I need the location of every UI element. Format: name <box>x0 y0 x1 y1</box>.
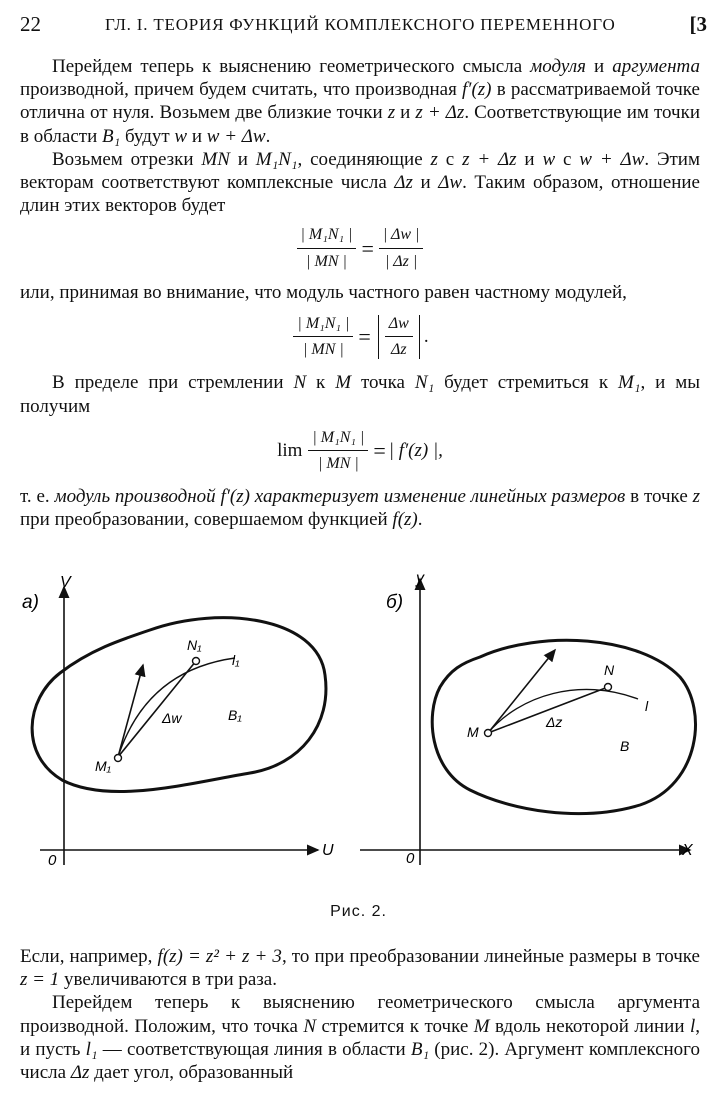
panel-b <box>360 570 695 867</box>
tangent-arrow <box>118 665 143 757</box>
text-run: при преобразовании, совершаемом функцией <box>20 509 393 531</box>
numerator: Δw <box>385 312 413 337</box>
math: f′(z) <box>462 79 492 101</box>
math: w + Δw <box>206 125 266 147</box>
label-b: B <box>620 738 630 754</box>
denominator: | MN | <box>317 455 359 473</box>
formula-rhs: | f′(z) |, <box>388 439 443 461</box>
text-run: (рис. 2). Аргумент комплексного числа <box>20 1038 701 1084</box>
text-run: , и мы получим <box>20 372 701 417</box>
math: z + Δz <box>462 148 517 170</box>
point-n <box>605 684 612 691</box>
math: N <box>293 372 307 394</box>
numerator: | Δw | <box>379 223 424 248</box>
math: N <box>303 1015 317 1037</box>
paragraph-3: или, принимая во внимание, что модуль частного равен частному модулей, <box>20 281 627 303</box>
text-run: точка <box>351 372 415 394</box>
text-run: с <box>555 148 580 170</box>
fraction-lhs <box>297 223 357 272</box>
math: f(z) = z² + z + 3 <box>157 946 282 967</box>
label-l1: l₁ <box>232 652 240 668</box>
text-run: с <box>437 148 463 170</box>
figure-svg <box>0 565 717 905</box>
text-run: Если, например, <box>20 946 158 967</box>
math: M <box>335 372 352 394</box>
math: N₁ <box>414 372 435 394</box>
upper-text <box>20 55 700 532</box>
denominator: | Δz | <box>385 252 418 270</box>
formula-modulus <box>20 312 700 361</box>
formula-period: . <box>423 326 429 348</box>
lower-text <box>20 945 700 1084</box>
text-run: и <box>585 56 613 77</box>
text-run: и <box>395 102 416 124</box>
math: M <box>473 1015 490 1037</box>
math: M₁ <box>618 372 641 394</box>
u-axis-label: U <box>322 842 334 859</box>
text-run: . Таким образом, отношение длин этих векторов будет <box>20 172 700 217</box>
denominator: | MN | <box>302 341 344 359</box>
curve-l <box>488 689 638 733</box>
text-run: в рассматриваемой точке отлична от нуля. Возьмем две близкие точки <box>20 79 700 124</box>
denominator: | MN | <box>306 252 347 270</box>
panel-tag: а) <box>22 592 39 613</box>
panel-a <box>22 574 334 869</box>
emphasis: аргумента <box>612 56 700 77</box>
text-run: Перейдем теперь к выяснению геометрического смысла аргумента производной. Положим, что точка <box>20 992 700 1037</box>
section-number: [3 <box>689 12 707 36</box>
math: w <box>174 125 188 147</box>
paragraph-6 <box>20 945 700 991</box>
text-run: . Соответствующие им точки в области <box>20 102 701 147</box>
region-b1-boundary <box>32 618 326 792</box>
denominator: Δz <box>390 341 407 359</box>
fraction-lhs <box>308 426 368 475</box>
text-run: . <box>417 509 423 531</box>
numerator: | M₁N₁ | <box>297 223 357 248</box>
label-l: l <box>645 698 649 714</box>
abs-bar-right <box>419 315 420 359</box>
paragraph-2 <box>20 148 700 218</box>
paragraph-7 <box>20 991 700 1084</box>
text-run: Возьмем отрезки <box>52 148 202 170</box>
math: w <box>542 148 556 170</box>
page-header <box>20 12 707 40</box>
text-run: , и пусть <box>20 1015 700 1060</box>
text-run: . <box>265 125 271 147</box>
text-run: и <box>516 148 543 170</box>
math: f(z) <box>392 509 418 531</box>
paragraph-1 <box>20 55 700 148</box>
paragraph-4 <box>20 371 700 417</box>
lim-operator: lim <box>277 439 303 461</box>
paragraph-5 <box>20 485 700 531</box>
panel-tag: б) <box>386 592 404 613</box>
label-m1: M₁ <box>95 758 112 774</box>
equals-sign: = <box>373 437 386 463</box>
text-run: . Этим векторам соответствуют комплексные числа <box>20 148 700 194</box>
figure-caption: Рис. 2. <box>330 903 387 920</box>
math: MN <box>201 148 230 170</box>
text-run: , соединяющие <box>297 148 431 170</box>
point-m1 <box>115 755 122 762</box>
math: Δz <box>394 172 413 194</box>
text-run: стремится к точке <box>316 1015 474 1037</box>
math: B₁ <box>101 125 121 147</box>
emphasis: модуль производной f′(z) характеризует изменение линейных размеров <box>54 486 626 508</box>
math: l <box>689 1015 696 1037</box>
math: w + Δw <box>579 148 645 170</box>
figure-2 <box>0 565 717 935</box>
text-run: к <box>306 372 336 394</box>
math: B₁ <box>410 1038 430 1060</box>
label-dz: Δz <box>546 714 563 730</box>
math: z + Δz <box>415 102 465 124</box>
equals-sign: = <box>361 235 374 261</box>
label-m: M <box>467 724 479 740</box>
math: Δw <box>438 172 463 194</box>
numerator: | M₁N₁ | <box>308 426 368 451</box>
text-run: Перейдем теперь к выяснению геометрического смысла <box>52 56 531 77</box>
abs-bar-left <box>378 315 379 359</box>
text-run: увеличиваются в три раза. <box>59 969 277 991</box>
numerator: | M₁N₁ | <box>293 312 353 337</box>
fraction-rhs <box>379 223 424 272</box>
chord-dw <box>118 661 196 757</box>
text-run: , то при преобразовании линейные размеры в точке <box>281 946 700 967</box>
fraction-rhs <box>385 312 413 361</box>
label-b1: B₁ <box>228 707 242 723</box>
page-number: 22 <box>20 12 41 36</box>
math: l₁ <box>85 1038 98 1060</box>
label-n: N <box>604 662 615 678</box>
formula-limit <box>20 426 700 475</box>
label-dw: Δw <box>162 710 182 726</box>
text-run: т. е. <box>20 486 55 508</box>
origin-label: 0 <box>48 852 57 869</box>
text-run: дает угол, образованный <box>89 1062 294 1084</box>
emphasis: модуля <box>530 56 586 77</box>
text-run: и <box>187 125 207 147</box>
text-run: и <box>229 148 256 170</box>
math: M₁N₁ <box>255 148 298 170</box>
math: z <box>692 486 701 508</box>
equals-sign: = <box>358 324 371 350</box>
text-run: вдоль некоторой линии <box>489 1015 690 1037</box>
v-axis-label: V <box>60 574 71 591</box>
label-n1: N₁ <box>187 637 202 653</box>
math: Δz <box>70 1062 90 1084</box>
y-axis-label: y <box>416 570 424 587</box>
curve-l1 <box>118 658 235 757</box>
running-head: ГЛ. I. ТЕОРИЯ ФУНКЦИЙ КОМПЛЕКСНОГО ПЕРЕМЕННОГО <box>105 15 616 34</box>
point-n1 <box>193 658 200 665</box>
fraction-lhs <box>293 312 353 361</box>
math: z <box>387 102 396 124</box>
text-run: будут <box>120 125 175 147</box>
text-run: будет стремиться к <box>434 372 619 394</box>
math: z <box>430 148 438 170</box>
point-m <box>485 730 492 737</box>
formula-ratio <box>20 223 700 272</box>
text-run: и <box>412 172 439 194</box>
math: z = 1 <box>20 969 60 991</box>
text-run: В пределе при стремлении <box>52 372 294 394</box>
x-axis-label: X <box>682 842 693 859</box>
origin-label: 0 <box>406 850 415 867</box>
text-run: производной, причем будем считать, что производная <box>20 79 463 101</box>
text-run: в точке <box>625 486 693 508</box>
text-run: — соответствующая линия в области <box>97 1038 411 1060</box>
